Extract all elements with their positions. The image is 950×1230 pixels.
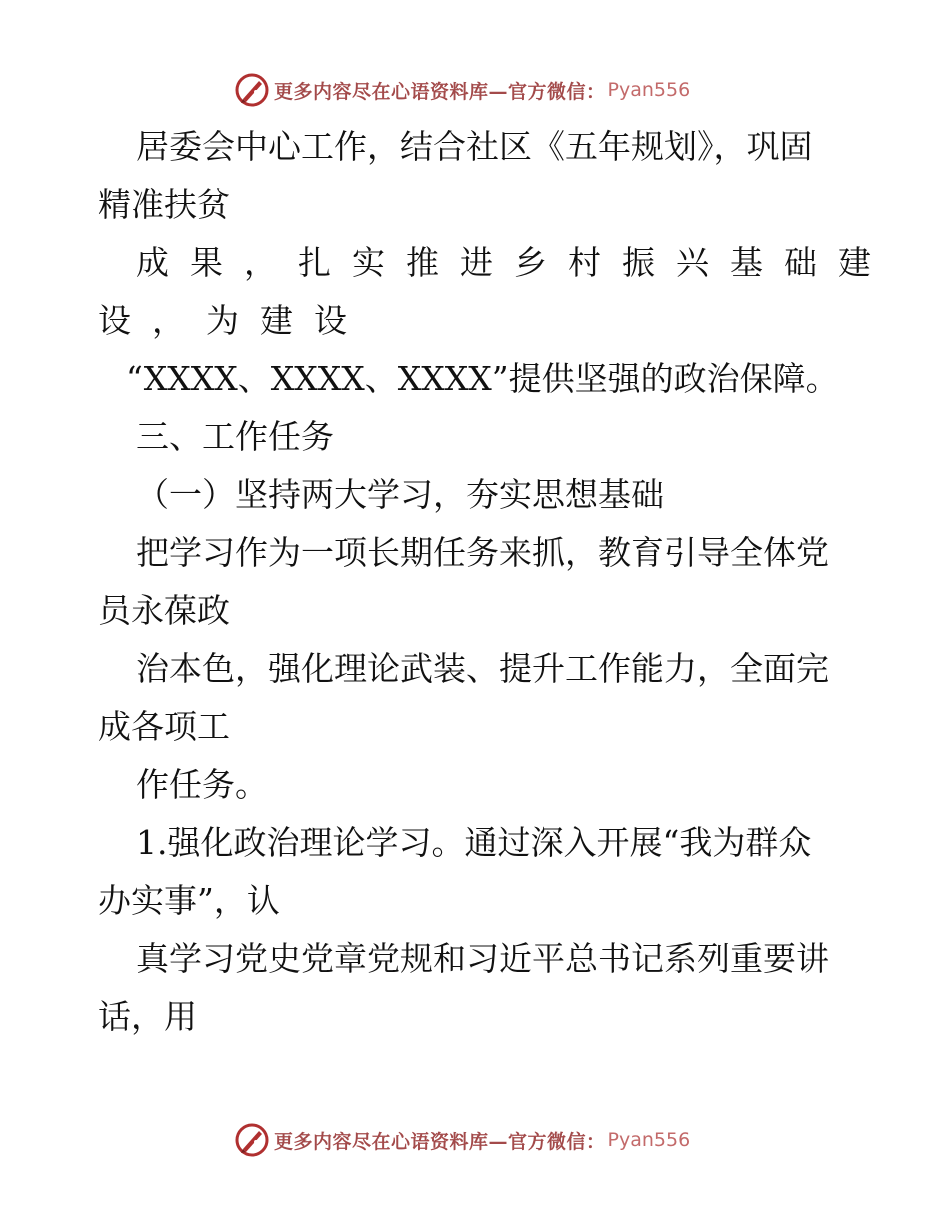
subsection-heading: （一）坚持两大学习，夯实思想基础: [136, 475, 664, 514]
body-line: 成各项工: [98, 707, 230, 746]
body-line: 话，用: [98, 997, 197, 1036]
banner-sub-text: —官方微信：: [488, 80, 606, 103]
banner-main-text: 更多内容尽在心语资料库: [274, 80, 489, 103]
banner-wechat-id: Pyan556: [607, 79, 691, 101]
banner-wechat-id: Pyan556: [607, 1129, 691, 1151]
body-line: 作任务。: [136, 765, 268, 804]
body-line: 设，为建设: [98, 301, 368, 340]
section-heading: 三、工作任务: [136, 417, 334, 456]
body-line: 精准扶贫: [98, 185, 230, 224]
banner-sub-text: —官方微信：: [488, 1130, 606, 1153]
body-line: 把学习作为一项长期任务来抓，教育引导全体党: [136, 533, 829, 572]
body-line: 1.强化政治理论学习。通过深入开展“我为群众: [136, 823, 812, 862]
body-line: “XXXX、XXXX、XXXX”提供坚强的政治保障。: [126, 359, 839, 398]
body-line: 成果，扎实推进乡村振兴基础建: [136, 243, 892, 282]
body-line: 办实事”，认: [98, 881, 280, 920]
pen-logo-icon: [234, 1122, 270, 1158]
pen-logo-icon: [234, 72, 270, 108]
footer-watermark-banner: [234, 1120, 754, 1160]
body-line: 治本色，强化理论武装、提升工作能力，全面完: [136, 649, 829, 688]
body-line: 真学习党史党章党规和习近平总书记系列重要讲: [136, 939, 829, 978]
body-line: 居委会中心工作，结合社区《五年规划》，巩固: [136, 127, 813, 166]
banner-main-text: 更多内容尽在心语资料库: [274, 1130, 489, 1153]
header-watermark-banner: [234, 70, 754, 110]
body-line: 员永葆政: [98, 591, 230, 630]
